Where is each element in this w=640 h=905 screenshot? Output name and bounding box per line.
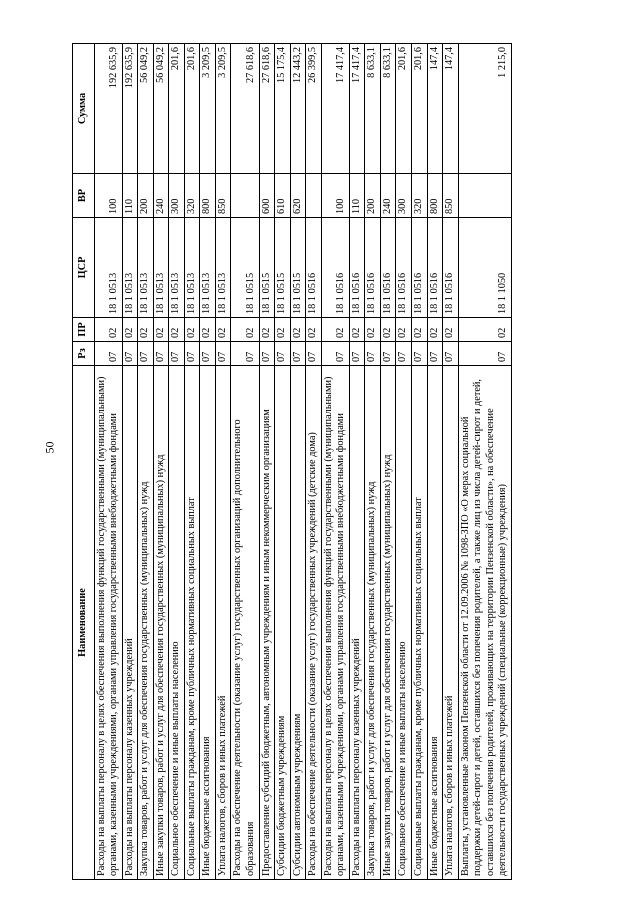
- cell-vr: 110: [122, 174, 138, 218]
- cell-sum: 17 417,4: [321, 44, 349, 174]
- cell-sum: 56 049,2: [138, 44, 154, 174]
- cell-sum: 147,4: [427, 44, 443, 174]
- cell-rz: 07: [275, 342, 291, 366]
- header-sum: Сумма: [73, 44, 95, 174]
- cell-csr: 18 1 0516: [443, 218, 459, 318]
- cell-vr: 320: [184, 174, 200, 218]
- cell-vr: 800: [200, 174, 216, 218]
- cell-sum: 27 618,6: [259, 44, 275, 174]
- cell-csr: 18 1 0513: [200, 218, 216, 318]
- cell-rz: 07: [380, 342, 396, 366]
- cell-name: Иные закупки товаров, работ и услуг для обеспечения государственных (муниципальных) нужд: [153, 366, 169, 880]
- cell-sum: 3 209,5: [215, 44, 231, 174]
- cell-rz: 07: [200, 342, 216, 366]
- cell-sum: 147,4: [443, 44, 459, 174]
- cell-csr: 18 1 0516: [412, 218, 428, 318]
- table-row: [458, 44, 511, 880]
- cell-name: Расходы на выплаты персоналу казенных учреждений: [349, 366, 365, 880]
- cell-sum: 3 209,5: [200, 44, 216, 174]
- cell-csr: 18 1 1050: [458, 218, 511, 318]
- cell-name: Социальное обеспечение и иные выплаты населению: [396, 366, 412, 880]
- cell-sum: 56 049,2: [153, 44, 169, 174]
- table-row: [396, 44, 412, 880]
- cell-name: Предоставление субсидий бюджетным, автономным учреждениям и иным некоммерческим организациям: [259, 366, 275, 880]
- cell-name: Иные бюджетные ассигнования: [427, 366, 443, 880]
- cell-vr: 600: [259, 174, 275, 218]
- cell-sum: 12 443,2: [290, 44, 306, 174]
- cell-csr: 18 1 0516: [365, 218, 381, 318]
- cell-pr: 02: [153, 318, 169, 342]
- page-number: 50: [42, 441, 57, 454]
- header-pr: ПР: [73, 318, 95, 342]
- cell-pr: 02: [443, 318, 459, 342]
- budget-table: [72, 43, 512, 880]
- cell-vr: 200: [365, 174, 381, 218]
- table-row: [169, 44, 185, 880]
- cell-pr: 02: [138, 318, 154, 342]
- cell-pr: 02: [290, 318, 306, 342]
- cell-sum: 201,6: [396, 44, 412, 174]
- cell-csr: 18 1 0513: [169, 218, 185, 318]
- cell-vr: 100: [94, 174, 122, 218]
- cell-name: Расходы на выплаты персоналу казенных учреждений: [122, 366, 138, 880]
- table-row: [215, 44, 231, 880]
- cell-name: Расходы на выплаты персоналу в целях обеспечения выполнения функций государственными (муниципальными) органами, казенными учреждениями, органами управления государственными внебюджетными фондами: [321, 366, 349, 880]
- cell-csr: 18 1 0515: [259, 218, 275, 318]
- cell-csr: 18 1 0513: [153, 218, 169, 318]
- cell-name: Расходы на обеспечение деятельности (оказание услуг) государственных учреждений (детские дома): [306, 366, 322, 880]
- cell-vr: 300: [396, 174, 412, 218]
- cell-name: Субсидии автономным учреждениям: [290, 366, 306, 880]
- cell-rz: 07: [396, 342, 412, 366]
- cell-sum: 201,6: [169, 44, 185, 174]
- cell-name: Иные бюджетные ассигнования: [200, 366, 216, 880]
- cell-vr: 320: [412, 174, 428, 218]
- cell-vr: 100: [321, 174, 349, 218]
- cell-vr: 240: [380, 174, 396, 218]
- table-row: [427, 44, 443, 880]
- cell-pr: 02: [94, 318, 122, 342]
- table-header-row: [73, 44, 95, 880]
- cell-sum: 192 635,9: [122, 44, 138, 174]
- table-row: [275, 44, 291, 880]
- header-rz: Рз: [73, 342, 95, 366]
- cell-pr: 02: [275, 318, 291, 342]
- header-csr: ЦСР: [73, 218, 95, 318]
- cell-name: Закупка товаров, работ и услуг для обеспечения государственных (муниципальных) нужд: [138, 366, 154, 880]
- cell-pr: 02: [380, 318, 396, 342]
- cell-csr: 18 1 0516: [349, 218, 365, 318]
- cell-sum: 1 215,0: [458, 44, 511, 174]
- cell-name: Уплата налогов, сборов и иных платежей: [443, 366, 459, 880]
- cell-name: Социальные выплаты гражданам, кроме публичных нормативных социальных выплат: [412, 366, 428, 880]
- rotated-table: [72, 44, 618, 880]
- cell-vr: 200: [138, 174, 154, 218]
- cell-pr: 02: [122, 318, 138, 342]
- cell-rz: 07: [94, 342, 122, 366]
- cell-rz: 07: [215, 342, 231, 366]
- cell-pr: 02: [412, 318, 428, 342]
- table-row: [259, 44, 275, 880]
- cell-rz: 07: [231, 342, 259, 366]
- cell-name: Уплата налогов, сборов и иных платежей: [215, 366, 231, 880]
- cell-sum: 201,6: [184, 44, 200, 174]
- cell-sum: 27 618,6: [231, 44, 259, 174]
- cell-csr: 18 1 0516: [380, 218, 396, 318]
- cell-rz: 07: [153, 342, 169, 366]
- cell-pr: 02: [349, 318, 365, 342]
- table-row: [306, 44, 322, 880]
- cell-vr: 110: [349, 174, 365, 218]
- cell-vr: [306, 174, 322, 218]
- cell-vr: 300: [169, 174, 185, 218]
- cell-csr: 18 1 0515: [231, 218, 259, 318]
- cell-csr: 18 1 0516: [427, 218, 443, 318]
- table-row: [94, 44, 122, 880]
- table-row: [122, 44, 138, 880]
- cell-pr: 02: [259, 318, 275, 342]
- cell-rz: 07: [412, 342, 428, 366]
- cell-sum: 201,6: [412, 44, 428, 174]
- cell-rz: 07: [169, 342, 185, 366]
- cell-vr: 610: [275, 174, 291, 218]
- cell-pr: 02: [396, 318, 412, 342]
- cell-sum: 8 633,1: [365, 44, 381, 174]
- cell-vr: 620: [290, 174, 306, 218]
- cell-rz: 07: [458, 342, 511, 366]
- cell-rz: 07: [443, 342, 459, 366]
- cell-vr: [458, 174, 511, 218]
- table-row: [231, 44, 259, 880]
- cell-csr: 18 1 0513: [138, 218, 154, 318]
- cell-rz: 07: [259, 342, 275, 366]
- table-body: [94, 44, 511, 880]
- cell-csr: 18 1 0516: [321, 218, 349, 318]
- cell-pr: 02: [427, 318, 443, 342]
- cell-csr: 18 1 0516: [306, 218, 322, 318]
- cell-sum: 15 175,4: [275, 44, 291, 174]
- cell-name: Расходы на обеспечение деятельности (оказание услуг) государственных организаций дополнительного образования: [231, 366, 259, 880]
- cell-csr: 18 1 0513: [122, 218, 138, 318]
- cell-vr: [231, 174, 259, 218]
- cell-name: Социальное обеспечение и иные выплаты населению: [169, 366, 185, 880]
- cell-sum: 26 399,5: [306, 44, 322, 174]
- table-row: [153, 44, 169, 880]
- cell-csr: 18 1 0513: [184, 218, 200, 318]
- cell-vr: 240: [153, 174, 169, 218]
- cell-rz: 07: [365, 342, 381, 366]
- cell-sum: 17 417,4: [349, 44, 365, 174]
- budget-table-container: [72, 44, 618, 880]
- table-row: [349, 44, 365, 880]
- cell-sum: 8 633,1: [380, 44, 396, 174]
- cell-rz: 07: [349, 342, 365, 366]
- cell-pr: 02: [306, 318, 322, 342]
- cell-vr: 850: [443, 174, 459, 218]
- cell-name: Иные закупки товаров, работ и услуг для обеспечения государственных (муниципальных) нужд: [380, 366, 396, 880]
- cell-vr: 800: [427, 174, 443, 218]
- table-row: [412, 44, 428, 880]
- cell-csr: 18 1 0515: [290, 218, 306, 318]
- cell-rz: 07: [427, 342, 443, 366]
- header-vr: ВР: [73, 174, 95, 218]
- cell-csr: 18 1 0513: [94, 218, 122, 318]
- cell-pr: 02: [458, 318, 511, 342]
- cell-pr: 02: [184, 318, 200, 342]
- table-row: [200, 44, 216, 880]
- table-row: [321, 44, 349, 880]
- table-row: [184, 44, 200, 880]
- table-row: [380, 44, 396, 880]
- table-row: [138, 44, 154, 880]
- cell-name: Социальные выплаты гражданам, кроме публичных нормативных социальных выплат: [184, 366, 200, 880]
- cell-rz: 07: [184, 342, 200, 366]
- table-row: [290, 44, 306, 880]
- cell-pr: 02: [365, 318, 381, 342]
- cell-rz: 07: [122, 342, 138, 366]
- cell-name: Расходы на выплаты персоналу в целях обеспечения выполнения функций государственными (муниципальными) органами, казенными учреждениями, органами управления государственными внебюджетными фондами: [94, 366, 122, 880]
- cell-name: Закупка товаров, работ и услуг для обеспечения государственных (муниципальных) нужд: [365, 366, 381, 880]
- cell-name: Субсидии бюджетным учреждениям: [275, 366, 291, 880]
- cell-vr: 850: [215, 174, 231, 218]
- cell-pr: 02: [200, 318, 216, 342]
- cell-csr: 18 1 0515: [275, 218, 291, 318]
- cell-pr: 02: [321, 318, 349, 342]
- cell-rz: 07: [321, 342, 349, 366]
- cell-name: Выплаты, установленные Законом Пензенской области от 12.09.2006 № 1098-ЗПО «О мерах социальной поддержки детей-сирот и детей, оставшихся без попечения родителей, а также лиц из числа детей-сирот и детей, оставшихся без попечения родителей, проживающих на территории Пензенской области», на обеспечение деятельности государственных учреждений (специальные (коррекционные) учреждения): [458, 366, 511, 880]
- cell-pr: 02: [231, 318, 259, 342]
- table-row: [443, 44, 459, 880]
- cell-rz: 07: [290, 342, 306, 366]
- cell-csr: 18 1 0516: [396, 218, 412, 318]
- cell-sum: 192 635,9: [94, 44, 122, 174]
- table-row: [365, 44, 381, 880]
- cell-rz: 07: [138, 342, 154, 366]
- header-name: Наименование: [73, 366, 95, 880]
- cell-rz: 07: [306, 342, 322, 366]
- cell-pr: 02: [169, 318, 185, 342]
- cell-csr: 18 1 0513: [215, 218, 231, 318]
- cell-pr: 02: [215, 318, 231, 342]
